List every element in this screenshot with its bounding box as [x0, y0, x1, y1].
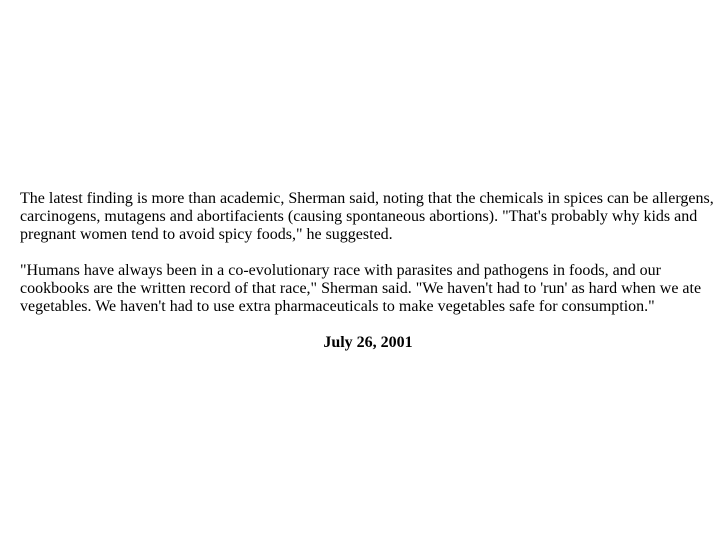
article-paragraph: The latest finding is more than academic, Sherman said, noting that the chemicals in spices can be allergens, carcinogens, mutagens and abortifacients (causing spontaneous abortions). "That's probably why kids and pregnant women tend to avoid spicy foods," he suggested. [20, 190, 714, 243]
article-body [20, 190, 716, 352]
article-paragraph: "Humans have always been in a co-evolutionary race with parasites and pathogens in foods, and our cookbooks are the written record of that race," Sherman said. "We haven't had to 'run' as hard when we ate vegetables. We haven't had to use extra pharmaceuticals to make vegetables safe for consumption." [20, 262, 702, 315]
article-date: July 26, 2001 [323, 334, 413, 351]
